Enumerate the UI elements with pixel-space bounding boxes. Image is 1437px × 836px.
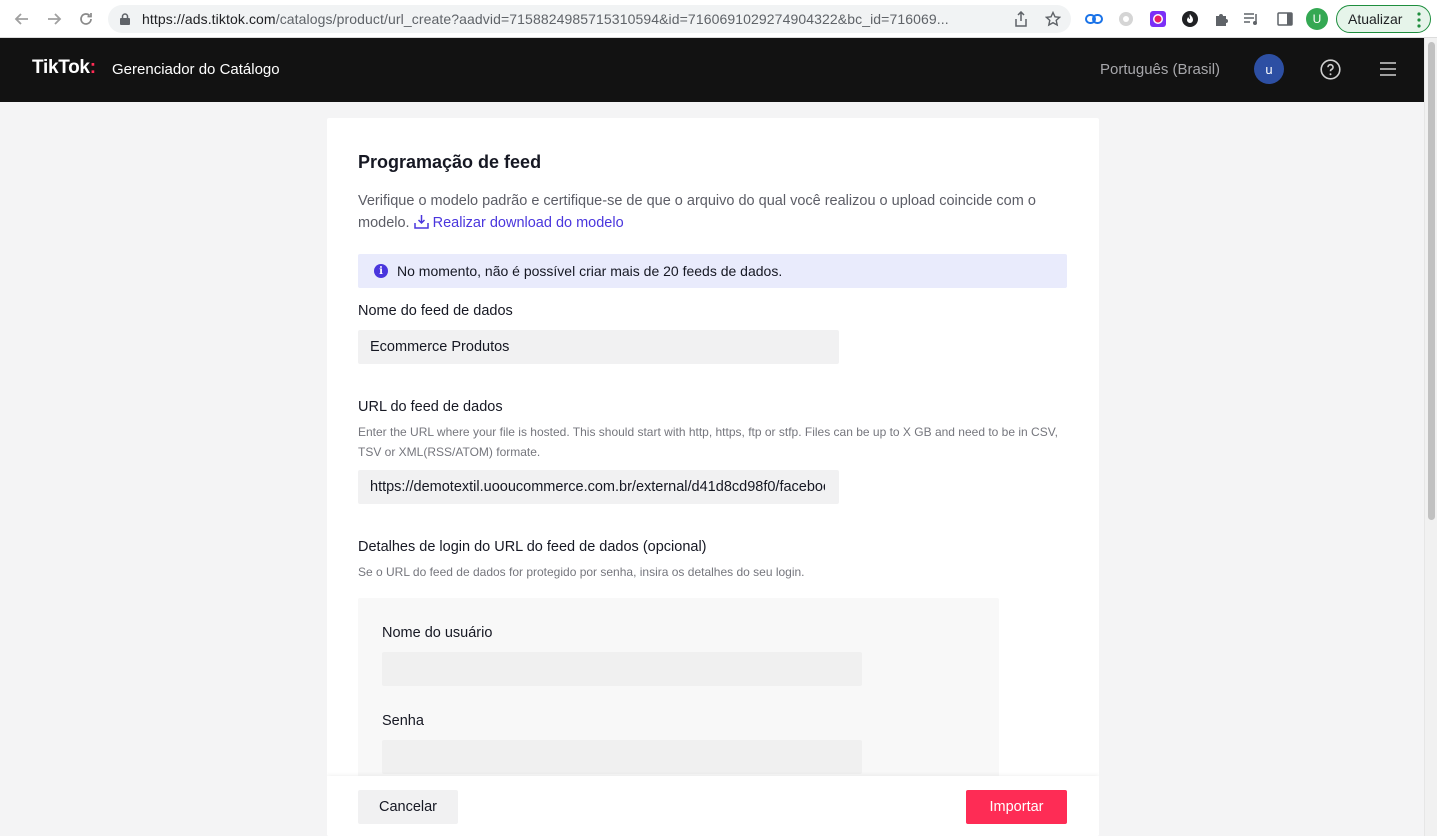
download-icon — [414, 214, 429, 229]
browser-toolbar — [0, 0, 1437, 38]
feed-url-label: URL do feed de dados — [358, 399, 503, 415]
puzzle-extensions-icon[interactable] — [1211, 9, 1231, 29]
description — [358, 190, 1068, 234]
username-label: Nome do usuário — [382, 625, 493, 641]
back-icon[interactable] — [8, 5, 36, 33]
feed-schedule-card — [327, 118, 1099, 836]
color-picker-extension-icon[interactable] — [1148, 9, 1168, 29]
help-icon[interactable] — [1320, 59, 1341, 80]
feed-name-label: Nome do feed de dados — [358, 303, 513, 319]
cancel-button[interactable]: Cancelar — [358, 790, 458, 824]
forward-icon[interactable] — [40, 5, 68, 33]
login-details-hint: Se o URL do feed de dados for protegido por senha, insira os detalhes do seu login. — [358, 565, 805, 579]
form-footer — [327, 776, 1099, 836]
notice-text: No momento, não é possível criar mais de 20 feeds de dados. — [397, 263, 783, 279]
description-text: Verifique o modelo padrão e certifique-se de que o arquivo do qual você realizou o upload coincide com o modelo. — [358, 193, 1036, 231]
hamburger-menu-icon[interactable] — [1380, 62, 1396, 76]
tiktok-logo[interactable]: TikTok: — [32, 57, 96, 78]
url-text: https://ads.tiktok.com/catalogs/product/url_create?aadvid=7158824985715310594&id=7160691029274904322&bc_id=716069... — [142, 11, 949, 27]
reload-icon[interactable] — [72, 5, 100, 33]
app-header — [0, 38, 1424, 102]
feed-url-input[interactable] — [358, 470, 839, 504]
user-avatar[interactable]: u — [1254, 54, 1284, 84]
login-details-label: Detalhes de login do URL do feed de dados (opcional) — [358, 539, 707, 555]
info-notice — [358, 254, 1067, 288]
update-label: Atualizar — [1348, 11, 1403, 27]
username-input[interactable] — [382, 652, 862, 686]
side-panel-icon[interactable] — [1275, 9, 1295, 29]
password-input[interactable] — [382, 740, 862, 774]
feed-name-input-field[interactable] — [370, 339, 825, 355]
feed-name-input[interactable] — [358, 330, 839, 364]
more-vert-icon — [1417, 12, 1421, 28]
lock-icon — [120, 13, 130, 25]
address-bar[interactable] — [108, 5, 1071, 33]
app-name: Gerenciador do Catálogo — [112, 61, 280, 78]
language-selector[interactable]: Português (Brasil) — [1100, 61, 1221, 78]
password-label: Senha — [382, 713, 424, 729]
link-extension-icon[interactable] — [1084, 9, 1104, 29]
download-template-link[interactable]: Realizar download do modelo — [414, 215, 624, 231]
import-button[interactable]: Importar — [966, 790, 1067, 824]
page-scrollbar[interactable] — [1424, 38, 1437, 836]
browser-profile-avatar[interactable]: U — [1306, 8, 1328, 30]
page-title: Programação de feed — [358, 152, 542, 172]
feed-url-hint: Enter the URL where your file is hosted. This should start with http, https, ftp or stfp. Files can be up to X GB and need to be in CSV, TSV or XML(RSS/ATOM) formate. — [358, 425, 1058, 459]
grey-extension-icon[interactable] — [1116, 9, 1136, 29]
scrollbar-thumb[interactable] — [1428, 42, 1435, 520]
media-playlist-icon[interactable] — [1242, 9, 1262, 29]
share-icon[interactable] — [1012, 10, 1030, 28]
flame-extension-icon[interactable] — [1180, 9, 1200, 29]
update-browser-button[interactable] — [1336, 5, 1431, 33]
bookmark-star-icon[interactable] — [1044, 10, 1062, 28]
feed-url-input-field[interactable] — [370, 479, 825, 495]
info-icon: i — [374, 264, 388, 278]
